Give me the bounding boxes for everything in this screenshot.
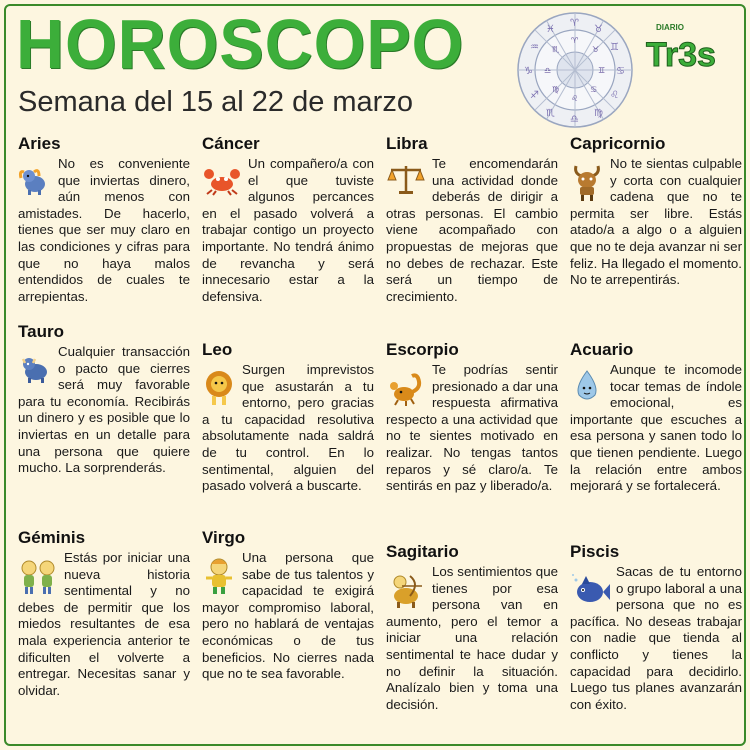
lion-icon xyxy=(202,368,236,408)
archer-icon xyxy=(386,570,426,610)
svg-text:♊: ♊ xyxy=(610,42,619,53)
svg-text:♒: ♒ xyxy=(530,42,539,53)
sign-piscis xyxy=(570,542,742,713)
sign-acuario xyxy=(570,340,742,495)
sign-name: Piscis xyxy=(570,542,620,561)
sign-text: Te encomendarán una actividad donde deberás de dirigir a otras personas. El cambio viene acompañado con propuestas de mejoras que no debes de rechazar. Este será un tiempo de crecimiento. xyxy=(386,156,558,304)
svg-text:Tr3s: Tr3s xyxy=(646,36,716,74)
sign-text: Un compañero/a con el que tuviste algunos percances en el pasado volverá a trabajar contigo un proyecto importante. No tendrá ánimo de revancha y será innecesario estar a la defensiva. xyxy=(202,156,374,304)
sign-text: Te podrías sentir presionado a dar una respuesta afirmativa respecto a una actividad que no te sientes motivado en realizar. No tengas tantos reparos y sé claro/a. Te sentirás en paz y liberado/a. xyxy=(386,362,558,494)
sign-capricornio xyxy=(570,134,742,289)
svg-text:♋: ♋ xyxy=(590,85,598,94)
sign-tauro xyxy=(18,322,190,477)
crab-icon xyxy=(202,162,242,196)
svg-text:♍: ♍ xyxy=(594,108,603,119)
page-subtitle: Semana del 15 al 22 de marzo xyxy=(18,86,413,118)
sign-name: Sagitario xyxy=(386,542,459,561)
horoscope-grid xyxy=(18,132,742,732)
sign-leo xyxy=(202,340,374,495)
sign-text: Estás por iniciar una nueva historia sentimental y no debes de permitir que los miedos resultantes de esa mala experiencia anterior te dificulten el volverte a entregar. Necesitas sanar y olvidar. xyxy=(18,550,190,698)
sign-virgo xyxy=(202,528,374,683)
sign-name: Leo xyxy=(202,340,233,359)
svg-text:♏: ♏ xyxy=(552,45,560,54)
svg-text:♑: ♑ xyxy=(524,66,533,77)
svg-text:♐: ♐ xyxy=(530,90,539,101)
sign-name: Virgo xyxy=(202,528,246,547)
sign-libra xyxy=(386,134,558,305)
svg-text:♉: ♉ xyxy=(592,45,600,54)
sign-name: Escorpio xyxy=(386,340,459,359)
sign-name: Géminis xyxy=(18,528,86,547)
svg-text:♎: ♎ xyxy=(570,114,579,125)
sign-text: Los sentimientos que tienes por esa persona van en aumento, pero el temor a iniciar una relación sentimental te hace dudar y no definir la situación. Analízalo bien y toma una decisión. xyxy=(386,564,558,712)
diario-tres-logo xyxy=(642,18,738,74)
sign-geminis xyxy=(18,528,190,699)
water-drop-icon xyxy=(570,368,604,402)
sign-text: Una persona que sabe de tus talentos y capacidad te exigirá mayor compromiso laboral, pero no hablará de ventajas económicas o de tus beneficios. No cierres nada que no te sea favorable. xyxy=(202,550,374,682)
sign-text: No es conveniente que inviertas dinero, aún menos con amistades. De hacerlo, tienes que ser muy claro en las condiciones y cifras para que no haya malos entendidos de cuales te arrepientas. xyxy=(18,156,190,304)
sign-cancer xyxy=(202,134,374,305)
svg-text:♋: ♋ xyxy=(616,66,625,77)
svg-text:♎: ♎ xyxy=(544,66,552,75)
goat-icon xyxy=(570,162,604,202)
sign-name: Cáncer xyxy=(202,134,260,153)
scorpion-icon xyxy=(386,368,426,408)
maiden-icon xyxy=(202,556,236,596)
sign-sagitario xyxy=(386,542,558,713)
svg-text:♈: ♈ xyxy=(571,36,579,45)
zodiac-wheel-icon xyxy=(512,10,638,130)
fish-icon xyxy=(570,570,610,610)
sign-aries xyxy=(18,134,190,305)
sign-name: Tauro xyxy=(18,322,64,341)
svg-text:♊: ♊ xyxy=(598,66,606,75)
page-title: HOROSCOPO xyxy=(16,5,465,83)
svg-text:♌: ♌ xyxy=(610,90,619,101)
svg-text:DIARIO: DIARIO xyxy=(656,23,684,32)
ram-icon xyxy=(18,162,52,196)
sign-name: Capricornio xyxy=(570,134,666,153)
sign-escorpio xyxy=(386,340,558,495)
sign-text: Aunque te incomode tocar temas de índole emocional, es importante que escuches a esa persona y sanen todo lo que tienen pendiente. Luego la relación entre ambos mejorará y se fortalecerá. xyxy=(570,362,742,494)
svg-text:♌: ♌ xyxy=(571,94,579,103)
svg-text:♈: ♈ xyxy=(570,18,579,29)
sign-name: Aries xyxy=(18,134,61,153)
sign-text: Sacas de tu entorno o grupo laboral a una persona que no es pacífica. No deseas trabajar con nadie que tienda al conflicto y tienes la capacidad para decidirlo. Luego tus planes avanzarán con éxito. xyxy=(570,564,742,712)
bull-icon xyxy=(18,350,52,384)
svg-text:♍: ♍ xyxy=(552,85,560,94)
sign-text: Surgen imprevistos que asustarán a tu entorno, pero gracias a tu capacidad resolutiva absolutamente nada saldrá de tu control. En lo sentimental, alguien del pasado volverá a buscarte. xyxy=(202,362,374,494)
sign-name: Acuario xyxy=(570,340,634,359)
svg-text:♏: ♏ xyxy=(546,108,555,119)
svg-text:♓: ♓ xyxy=(546,24,555,35)
sign-text: Cualquier transacción o pacto que cierres será muy favorable para tu economía. Recibirás un dinero y es posible que lo inviertas en un detalle para una persona que quiere mucho. La sorprenderás. xyxy=(18,344,190,476)
twins-icon xyxy=(18,556,58,596)
svg-text:♉: ♉ xyxy=(594,24,603,35)
scales-icon xyxy=(386,162,426,196)
sign-name: Libra xyxy=(386,134,428,153)
sign-text: No te sientas culpable y corta con cualquier cadena que no te permita ser libre. Estás atado/a a algo o a alguien que no te deja avanzar ni ser feliz. Ha llegado el momento. No te arrepentirás. xyxy=(570,156,742,288)
